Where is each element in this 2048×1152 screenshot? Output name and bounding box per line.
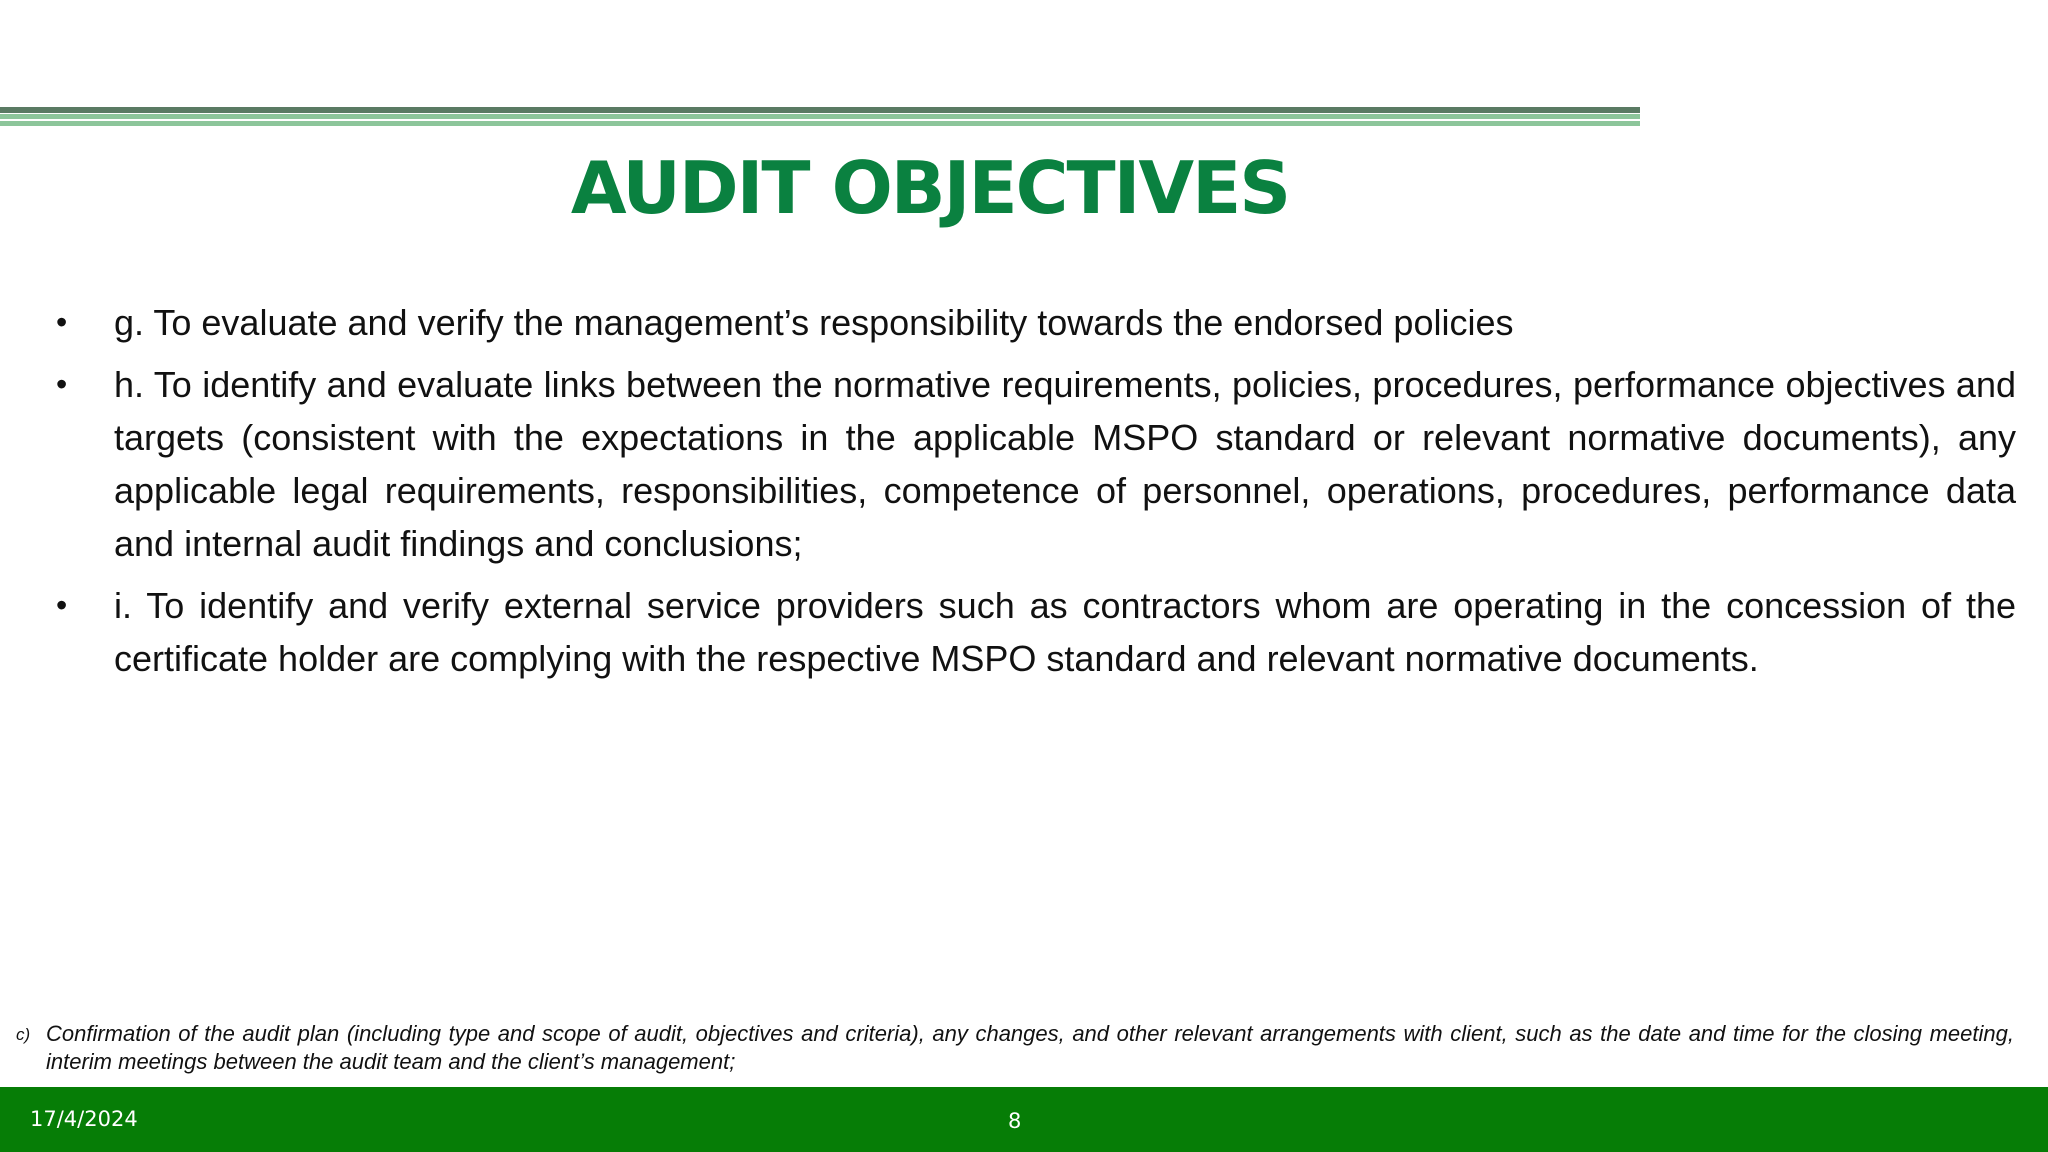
header-divider-dark [0, 107, 1640, 113]
bullet-item [56, 296, 2016, 349]
bullet-item [56, 358, 2016, 570]
bullet-item [56, 579, 2016, 685]
bullet-text: i. To identify and verify external service providers such as contractors whom are operating in the concession of the certificate holder are complying with the respective MSPO standard and relevant normative documents. [114, 585, 2016, 679]
page-number: 8 [1008, 1109, 1022, 1133]
slide-title: AUDIT OBJECTIVES [570, 146, 1290, 230]
bullet-text: g. To evaluate and verify the management’s responsibility towards the endorsed policies [114, 302, 1514, 343]
bullet-marker: • [56, 366, 68, 402]
footnote-marker: c) [16, 1025, 31, 1044]
footnote-text: Confirmation of the audit plan (including type and scope of audit, objectives and criteria), any changes, and other relevant arrangements with client, such as the date and time for the closing meeting, interim meetings between the audit team and the client’s management; [46, 1021, 2014, 1074]
footnote [16, 1020, 2014, 1076]
bullet-list [56, 296, 2016, 694]
bullet-marker: • [56, 304, 68, 340]
bullet-text: h. To identify and evaluate links between the normative requirements, policies, procedures, performance objectives and targets (consistent with the expectations in the applicable MSPO standard or relevant normative documents), any applicable legal requirements, responsibilities, competence of personnel, operations, procedures, performance data and internal audit findings and conclusions; [114, 364, 2016, 564]
footer-date: 17/4/2024 [30, 1107, 138, 1131]
header-divider-light [0, 114, 1640, 119]
bullet-marker: • [56, 587, 68, 623]
header-divider-light [0, 121, 1640, 126]
footer-bar [0, 1087, 2048, 1152]
